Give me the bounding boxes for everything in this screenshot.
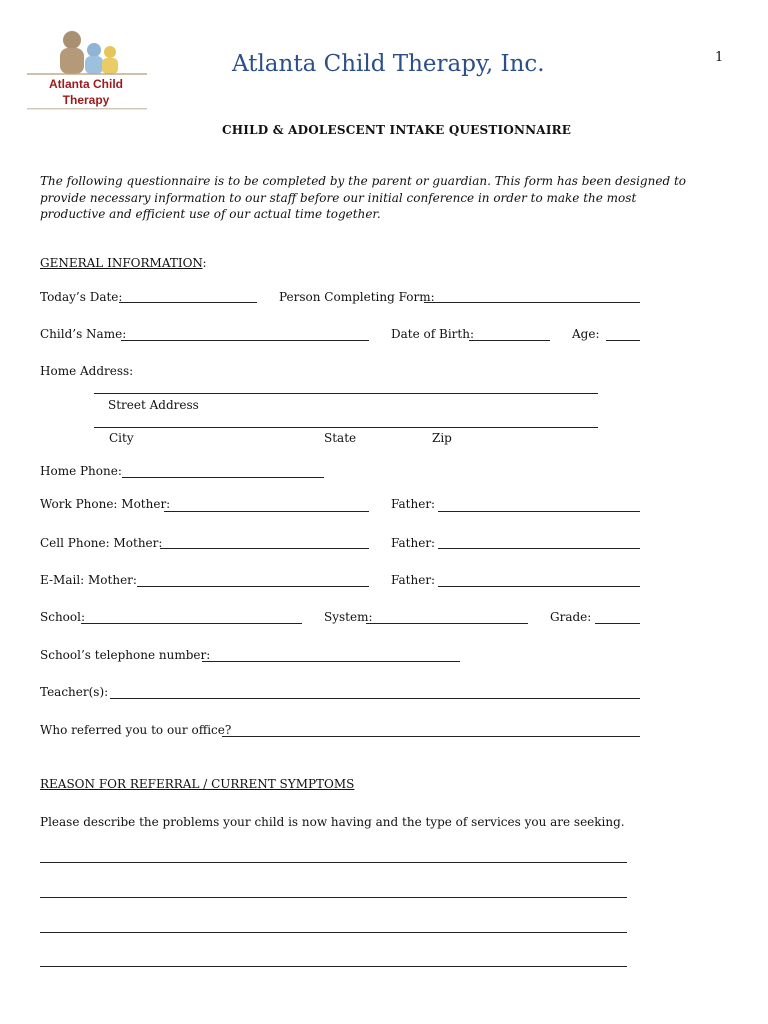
referral-answer-line[interactable] xyxy=(40,966,627,967)
email-mother-field[interactable] xyxy=(137,586,369,587)
street-address-caption: Street Address xyxy=(108,398,199,412)
referred-by-field[interactable] xyxy=(222,736,640,737)
referral-answer-line[interactable] xyxy=(40,897,627,898)
date-of-birth-label: Date of Birth: xyxy=(391,327,474,341)
work-phone-mother-field[interactable] xyxy=(164,511,369,512)
state-caption: State xyxy=(324,431,357,445)
referral-answer-line[interactable] xyxy=(40,862,627,863)
cell-phone-mother-field[interactable] xyxy=(160,548,369,549)
company-logo xyxy=(22,28,152,114)
childs-name-field[interactable] xyxy=(121,340,369,341)
school-field[interactable] xyxy=(81,623,302,624)
street-address-field[interactable] xyxy=(94,393,598,394)
company-name: Atlanta Child Therapy, Inc. xyxy=(232,51,545,77)
email-mother-label: E-Mail: Mother: xyxy=(40,573,137,587)
person-completing-label: Person Completing Form: xyxy=(279,290,435,304)
grade-label: Grade: xyxy=(550,610,592,624)
childs-name-label: Child’s Name: xyxy=(40,327,127,341)
teachers-label: Teacher(s): xyxy=(40,685,109,699)
city-state-zip-field[interactable] xyxy=(94,427,598,428)
work-phone-mother-label: Work Phone: Mother: xyxy=(40,497,171,511)
system-field[interactable] xyxy=(366,623,528,624)
email-father-label: Father: xyxy=(391,573,436,587)
person-completing-field[interactable] xyxy=(424,302,640,303)
home-phone-field[interactable] xyxy=(122,477,324,478)
system-label: System: xyxy=(324,610,373,624)
school-label: School: xyxy=(40,610,85,624)
work-phone-father-label: Father: xyxy=(391,497,436,511)
todays-date-label: Today’s Date: xyxy=(40,290,123,304)
email-father-field[interactable] xyxy=(438,586,640,587)
city-caption: City xyxy=(109,431,134,445)
home-address-label: Home Address: xyxy=(40,364,134,378)
todays-date-field[interactable] xyxy=(119,302,257,303)
home-phone-label: Home Phone: xyxy=(40,464,122,478)
general-information-heading: GENERAL INFORMATION: xyxy=(40,256,207,270)
school-telephone-field[interactable] xyxy=(202,661,460,662)
referral-answer-line[interactable] xyxy=(40,932,627,933)
age-label: Age: xyxy=(572,327,600,341)
zip-caption: Zip xyxy=(432,431,452,445)
grade-field[interactable] xyxy=(595,623,640,624)
date-of-birth-field[interactable] xyxy=(469,340,550,341)
referral-heading: REASON FOR REFERRAL / CURRENT SYMPTOMS xyxy=(40,777,355,791)
referral-prompt: Please describe the problems your child is now having and the type of services you are seeking. xyxy=(40,815,625,829)
cell-phone-mother-label: Cell Phone: Mother: xyxy=(40,536,163,550)
school-telephone-label: School’s telephone number: xyxy=(40,648,211,662)
logo-text-line2: Therapy xyxy=(62,93,110,107)
page-number: 1 xyxy=(715,50,724,65)
teachers-field[interactable] xyxy=(110,698,640,699)
age-field[interactable] xyxy=(606,340,640,341)
referred-by-label: Who referred you to our office? xyxy=(40,723,232,737)
form-title: CHILD & ADOLESCENT INTAKE QUESTIONNAIRE xyxy=(222,123,572,137)
intro-paragraph: The following questionnaire is to be completed by the parent or guardian. This form has been designed to provide necessary information to our staff before our initial conference in order to make the most productive and efficient use of our actual time together. xyxy=(40,174,686,221)
cell-phone-father-field[interactable] xyxy=(438,548,640,549)
cell-phone-father-label: Father: xyxy=(391,536,436,550)
logo-text-line1: Atlanta Child xyxy=(49,77,123,91)
work-phone-father-field[interactable] xyxy=(438,511,640,512)
